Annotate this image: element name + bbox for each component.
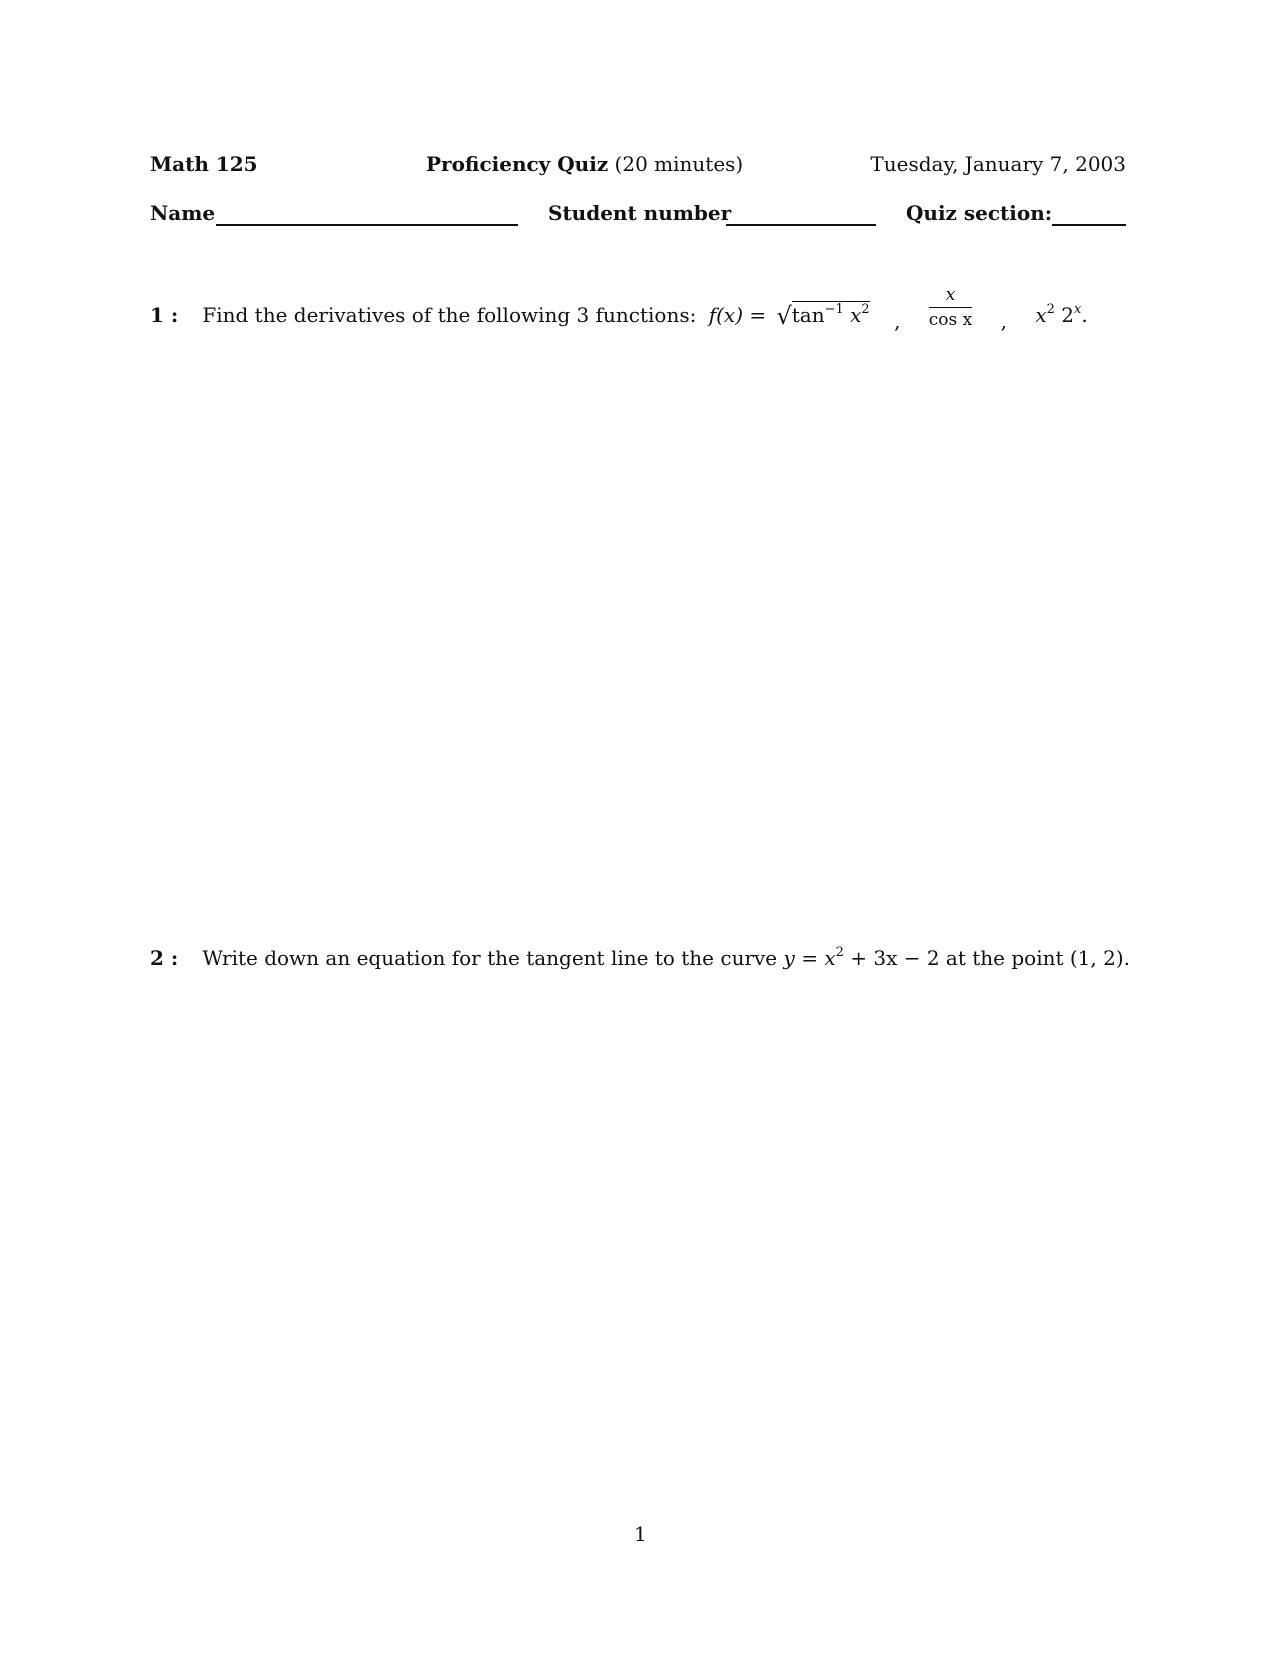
tan-exponent: −1 (824, 302, 844, 317)
page-number: 1 (634, 1522, 647, 1546)
radicand-exponent: 2 (861, 302, 870, 317)
question-number: 1 : (150, 303, 179, 327)
tan-text: tan (791, 303, 825, 327)
radicand (792, 301, 870, 327)
equation-x: x (824, 946, 836, 970)
question-text: Find the derivatives of the following 3 functions: (202, 303, 697, 327)
fraction-denominator: cos x (928, 310, 973, 330)
name-field[interactable] (216, 206, 518, 226)
question-text: Write down an equation for the tangent line to the curve (202, 946, 778, 970)
student-number-field[interactable] (726, 206, 876, 226)
question-number: 2 : (150, 946, 179, 970)
quiz-section-field[interactable] (1052, 206, 1126, 226)
question-text-after: at the point (1, 2). (945, 946, 1130, 970)
quiz-duration: (20 minutes) (614, 152, 744, 176)
quiz-section-label: Quiz section: (906, 201, 1053, 225)
quiz-title: Proficiency Quiz (426, 152, 609, 176)
function-3 (1035, 303, 1087, 327)
equation-exponent: 2 (835, 945, 844, 960)
function-3-exponent: 2 (1046, 302, 1055, 317)
question-2 (150, 946, 1130, 970)
quiz-title-line (426, 152, 743, 176)
name-label: Name (150, 201, 216, 225)
separator: , (894, 309, 901, 333)
function-2-fraction (929, 285, 972, 330)
function-3-base: x (1035, 303, 1047, 327)
sqrt-icon: √ (776, 302, 792, 330)
separator: , (1000, 309, 1007, 333)
function-3-base-2: 2 (1061, 303, 1074, 327)
equation-y: y (783, 946, 795, 970)
function-3-exponent-2: x (1074, 302, 1082, 317)
quiz-date: Tuesday, January 7, 2003 (870, 152, 1126, 176)
question-1 (150, 285, 1088, 333)
course-title: Math 125 (150, 152, 258, 176)
function-1 (708, 302, 876, 330)
equation-equals: = (801, 946, 818, 970)
radicand-x: x (850, 303, 862, 327)
function-1-lhs: f(x) = (708, 303, 767, 327)
equation-rest: + 3x − 2 (850, 946, 940, 970)
student-number-label: Student number (548, 201, 732, 225)
fraction-numerator: x (929, 285, 972, 308)
period: . (1081, 303, 1088, 327)
